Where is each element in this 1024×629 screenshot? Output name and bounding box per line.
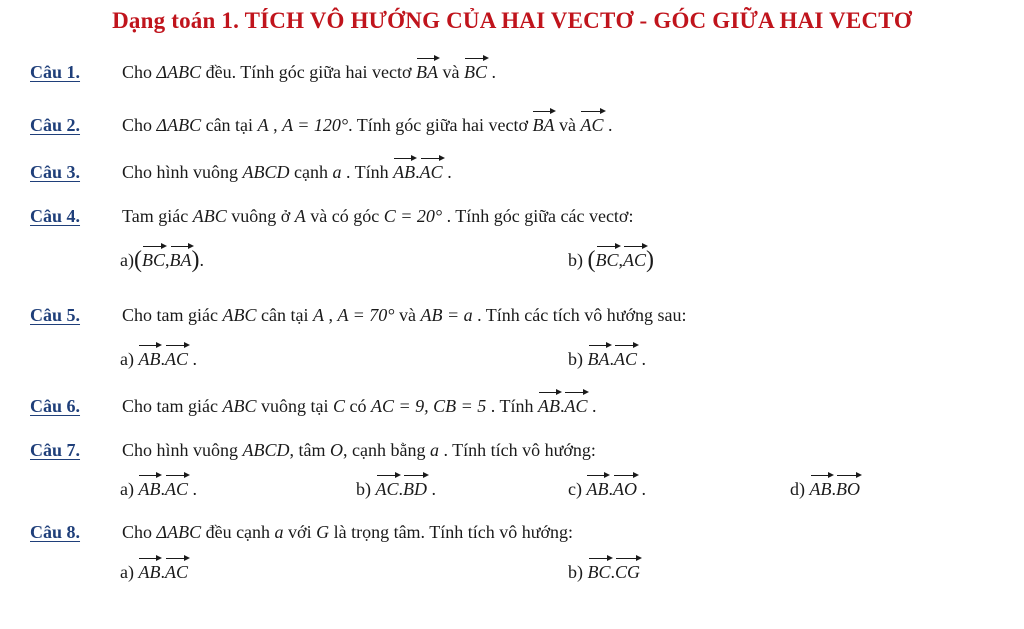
math-triangle: ABC [192,206,227,226]
vector-ac: AC [420,156,443,186]
sub-end: . [188,479,197,499]
question-text: đều cạnh [201,522,275,542]
vector-ab: AB [138,343,160,373]
math-triangle: ABC [222,305,257,325]
question-label: Câu 6. [30,396,81,416]
vector-ba: BA [416,56,438,86]
sub-question [568,556,640,584]
vector-ac: AC [623,244,646,274]
math-var: a [274,522,284,542]
vector-ab: AB [538,390,560,420]
math-var: a [332,162,342,182]
vector-bo: BO [836,473,860,503]
question-label: Câu 7. [30,440,81,460]
vector-ab: AB [810,473,832,503]
sub-question [568,473,646,501]
sub-label: b) [568,250,583,270]
question-label: Câu 1. [30,62,81,82]
question-text: và có góc [305,206,384,226]
dot-operator: . [608,479,613,499]
sub-end: . [637,349,647,369]
sub-end: . [636,479,646,499]
question-text: đều. Tính góc giữa hai vectơ [201,62,416,82]
vector-bc: BC [596,244,619,274]
question-text: , tâm [289,440,331,460]
question-text: là trọng tâm. Tính tích vô hướng: [329,522,573,542]
dot-operator: . [415,162,420,182]
dot-operator: . [609,349,614,369]
question-text: Cho tam giác [122,396,223,416]
dot-operator: . [398,479,404,499]
question-label: Câu 2. [30,115,81,135]
math-square: ABCD [242,440,290,460]
question-1 [30,56,496,84]
question-7 [30,436,596,464]
question-text: Cho hình vuông [122,440,243,460]
question-text: . Tính [341,162,394,182]
vector-ab: AB [586,473,608,503]
question-text: Cho [122,62,157,82]
question-text: Cho [122,522,157,542]
math-var: G [316,522,330,542]
vector-bc: BC [142,244,165,274]
math-equation: AB = a [420,305,473,325]
math-equation: C = 20° [383,206,443,226]
question-8 [30,518,573,546]
question-4 [30,202,633,230]
dot-operator: . [160,349,165,369]
dot-operator: . [610,562,616,582]
question-text: . [603,115,613,135]
question-text: và [554,115,581,135]
sub-question [120,473,197,501]
question-text: với [283,522,317,542]
question-text: Tam giác [122,206,193,226]
sub-question [120,343,197,371]
vector-bc: BC [588,556,611,586]
vector-cg: CG [615,556,640,586]
page-title: Dạng toán 1. TÍCH VÔ HƯỚNG CỦA HAI VECTƠ - GÓC GIỮA HAI VECTƠ [112,8,912,33]
math-equation: A = 70° [337,305,395,325]
sub-label: b) [356,479,371,499]
sub-label: c) [568,479,582,499]
math-triangle: ABC [222,396,257,416]
sub-end: . [427,479,437,499]
question-5 [30,301,687,329]
separator: , [618,250,624,270]
vector-ab: AB [138,473,160,503]
question-label: Câu 3. [30,162,81,182]
dot-operator: . [160,479,165,499]
vector-ab: AB [138,556,160,586]
math-var: C [332,396,345,416]
question-text: . Tính góc giữa các vectơ: [442,206,634,226]
dot-operator: . [831,479,836,499]
question-text: . [587,396,597,416]
sub-label: d) [790,479,805,499]
question-label: Câu 5. [30,305,81,325]
math-triangle: ΔABC [156,522,202,542]
question-text: và [437,62,464,82]
vector-ao: AO [613,473,637,503]
question-text: , cạnh bằng [343,440,430,460]
vector-ac: AC [564,390,587,420]
question-label: Câu 8. [30,522,81,542]
sub-end: . [199,250,204,270]
question-2 [30,109,613,137]
vector-bd: BD [403,473,427,503]
sub-label: b) [568,562,583,582]
question-text: . Tính [486,396,538,416]
sub-label: a) [120,479,134,499]
sub-label: a) [120,349,134,369]
math-equation: AC = 9, CB = 5 [371,396,487,416]
dot-operator: . [559,396,565,416]
math-triangle: ΔABC [156,115,202,135]
question-text: . [442,162,452,182]
math-var: A [257,115,269,135]
vector-ba: BA [588,343,610,373]
sub-label: b) [568,349,583,369]
question-text: cân tại [201,115,258,135]
question-text: . Tính góc giữa hai vectơ [348,115,533,135]
math-var: O [330,440,344,460]
question-text: , [268,115,283,135]
question-text: vuông ở [226,206,295,226]
vector-ac: AC [614,343,637,373]
vector-ba: BA [170,244,192,274]
question-text: Cho [122,115,157,135]
sub-end: . [188,349,197,369]
math-triangle: ΔABC [156,62,202,82]
math-var: a [429,440,439,460]
question-text: và [394,305,421,325]
question-text: Cho hình vuông [122,162,243,182]
question-text: . [486,62,496,82]
question-3 [30,156,452,184]
vector-ac: AC [165,473,188,503]
question-text: vuông tại [256,396,333,416]
separator: , [165,250,170,270]
question-text: Cho tam giác [122,305,223,325]
vector-ac: AC [165,343,188,373]
question-label: Câu 4. [30,206,81,226]
math-equation: A = 120° [282,115,349,135]
question-text: . Tính các tích vô hướng sau: [472,305,687,325]
sub-label: a) [120,250,134,270]
vector-ac: AC [580,109,603,139]
question-text: cân tại [256,305,313,325]
sub-question [120,556,188,584]
math-square: ABCD [242,162,290,182]
question-text: . Tính tích vô hướng: [438,440,596,460]
vector-bc: BC [464,56,487,86]
vector-ba: BA [532,109,554,139]
question-text: có [345,396,371,416]
math-var: A [294,206,306,226]
vector-ab: AB [393,156,415,186]
sub-question [356,473,436,501]
dot-operator: . [160,562,165,582]
question-text: cạnh [289,162,333,182]
question-text: , [323,305,338,325]
math-var: A [312,305,324,325]
vector-ac: AC [376,473,399,503]
question-6 [30,390,596,418]
vector-ac: AC [165,556,188,586]
sub-question [790,473,860,501]
sub-question: b) (BC,AC) [568,244,654,272]
sub-question [568,343,646,371]
sub-question: a)(BC,BA). [120,244,204,272]
sub-label: a) [120,562,134,582]
